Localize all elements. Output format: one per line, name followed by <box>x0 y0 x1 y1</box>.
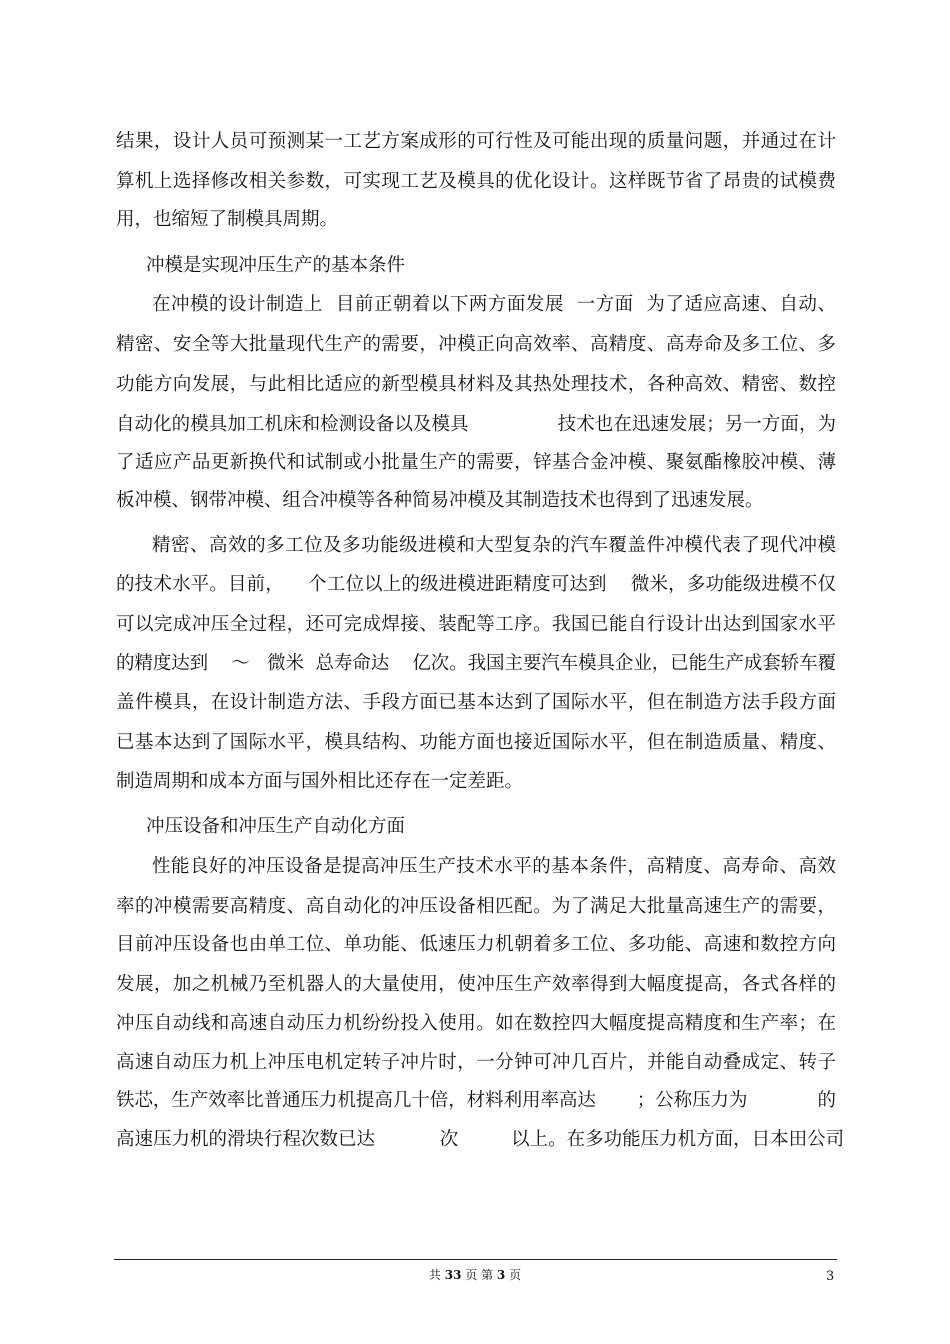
page-footer <box>0 1266 950 1283</box>
paragraph-3-line-2: 精密、安全等大批量现代生产的需要，冲模正向高效率、高精度、高寿命及多工位、多 <box>116 334 837 355</box>
paragraph-6-line-3: 目前冲压设备也由单工位、单功能、低速压力机朝着多工位、多功能、高速和数控方向 <box>116 934 837 955</box>
paragraph-4-line-4: 的精度达到 ～ 微米 总寿命达 亿次。我国主要汽车模具企业，已能生产成套轿车覆 <box>116 653 836 674</box>
paragraph-6-line-8: 高速压力机的滑块行程次数已达 次 以上。在多功能压力机方面，日本田公司 <box>116 1129 845 1150</box>
paragraph-6-line-7: 铁芯，生产效率比普通压力机提高几十倍，材料利用率高达 ；公称压力为 的 <box>116 1090 836 1111</box>
paragraph-4-line-3: 可以完成冲压全过程，还可完成焊接、装配等工序。我国已能自行设计出达到国家水平 <box>116 614 837 635</box>
paragraph-4-line-1: 精密、高效的多工位及多功能级进模和大型复杂的汽车覆盖件冲模代表了现代冲模 <box>152 535 837 556</box>
footer-prefix: 共 <box>428 1268 445 1282</box>
paragraph-1-line-1: 结果，设计人员可预测某一工艺方案成形的可行性及可能出现的质量问题，并通过在计 <box>116 131 837 152</box>
paragraph-6-line-4: 发展，加之机械乃至机器人的大量使用，使冲压生产效率得到大幅度提高，各式各样的 <box>116 974 837 995</box>
footer-suffix: 页 <box>505 1268 522 1282</box>
paragraph-3-line-1: 在冲模的设计制造上 目前正朝着以下两方面发展 一方面 为了适应高速、自动、 <box>152 294 837 315</box>
paragraph-3-line-5: 了适应产品更新换代和试制或小批量生产的需要，锌基合金冲模、聚氨酯橡胶冲模、薄 <box>116 452 837 473</box>
paragraph-5-line-1: 冲压设备和冲压生产自动化方面 <box>146 816 406 837</box>
paragraph-6-line-1: 性能良好的冲压设备是提高冲压生产技术水平的基本条件，高精度、高寿命、高效 <box>152 856 837 877</box>
paragraph-2-line-1: 冲模是实现冲压生产的基本条件 <box>146 255 406 276</box>
footer-current-page: 3 <box>496 1268 506 1282</box>
paragraph-3-line-3: 功能方向发展，与此相比适应的新型模具材料及其热处理技术，各种高效、精密、数控 <box>116 374 837 395</box>
footer-total-pages: 33 <box>444 1268 462 1282</box>
footer-divider <box>114 1259 837 1260</box>
paragraph-6-line-6: 高速自动压力机上冲压电机定转子冲片时，一分钟可冲几百片，并能自动叠成定、转子 <box>116 1052 837 1073</box>
paragraph-4-line-2: 的技术水平。目前， 个工位以上的级进模进距精度可达到 微米，多功能级进模不仅 <box>116 574 837 595</box>
footer-middle: 页 第 <box>461 1268 497 1282</box>
paragraph-6-line-5: 冲压自动线和高速自动压力机纷纷投入使用。如在数控四大幅度提高精度和生产率；在 <box>116 1013 837 1034</box>
page-number: 3 <box>826 1269 835 1284</box>
paragraph-3-line-6: 板冲模、钢带冲模、组合冲模等各种简易冲模及其制造技术也得到了迅速发展。 <box>116 490 764 511</box>
paragraph-6-line-2: 率的冲模需要高精度、高自动化的冲压设备相匹配。为了满足大批量高速生产的需要， <box>116 896 837 917</box>
paragraph-3-line-4: 自动化的模具加工机床和检测设备以及模具 技术也在迅速发展；另一方面，为 <box>116 414 837 435</box>
paragraph-1-line-3: 用，也缩短了制模具周期。 <box>116 209 339 230</box>
paragraph-4-line-5: 盖件模具，在设计制造方法、手段方面已基本达到了国际水平，但在制造方法手段方面 <box>116 692 837 713</box>
paragraph-1-line-2: 算机上选择修改相关参数，可实现工艺及模具的优化设计。这样既节省了昂贵的试模费 <box>116 171 837 192</box>
paragraph-4-line-6: 已基本达到了国际水平，模具结构、功能方面也接近国际水平，但在制造质量、精度、 <box>116 732 837 753</box>
paragraph-4-line-7: 制造周期和成本方面与国外相比还存在一定差距。 <box>116 771 524 792</box>
